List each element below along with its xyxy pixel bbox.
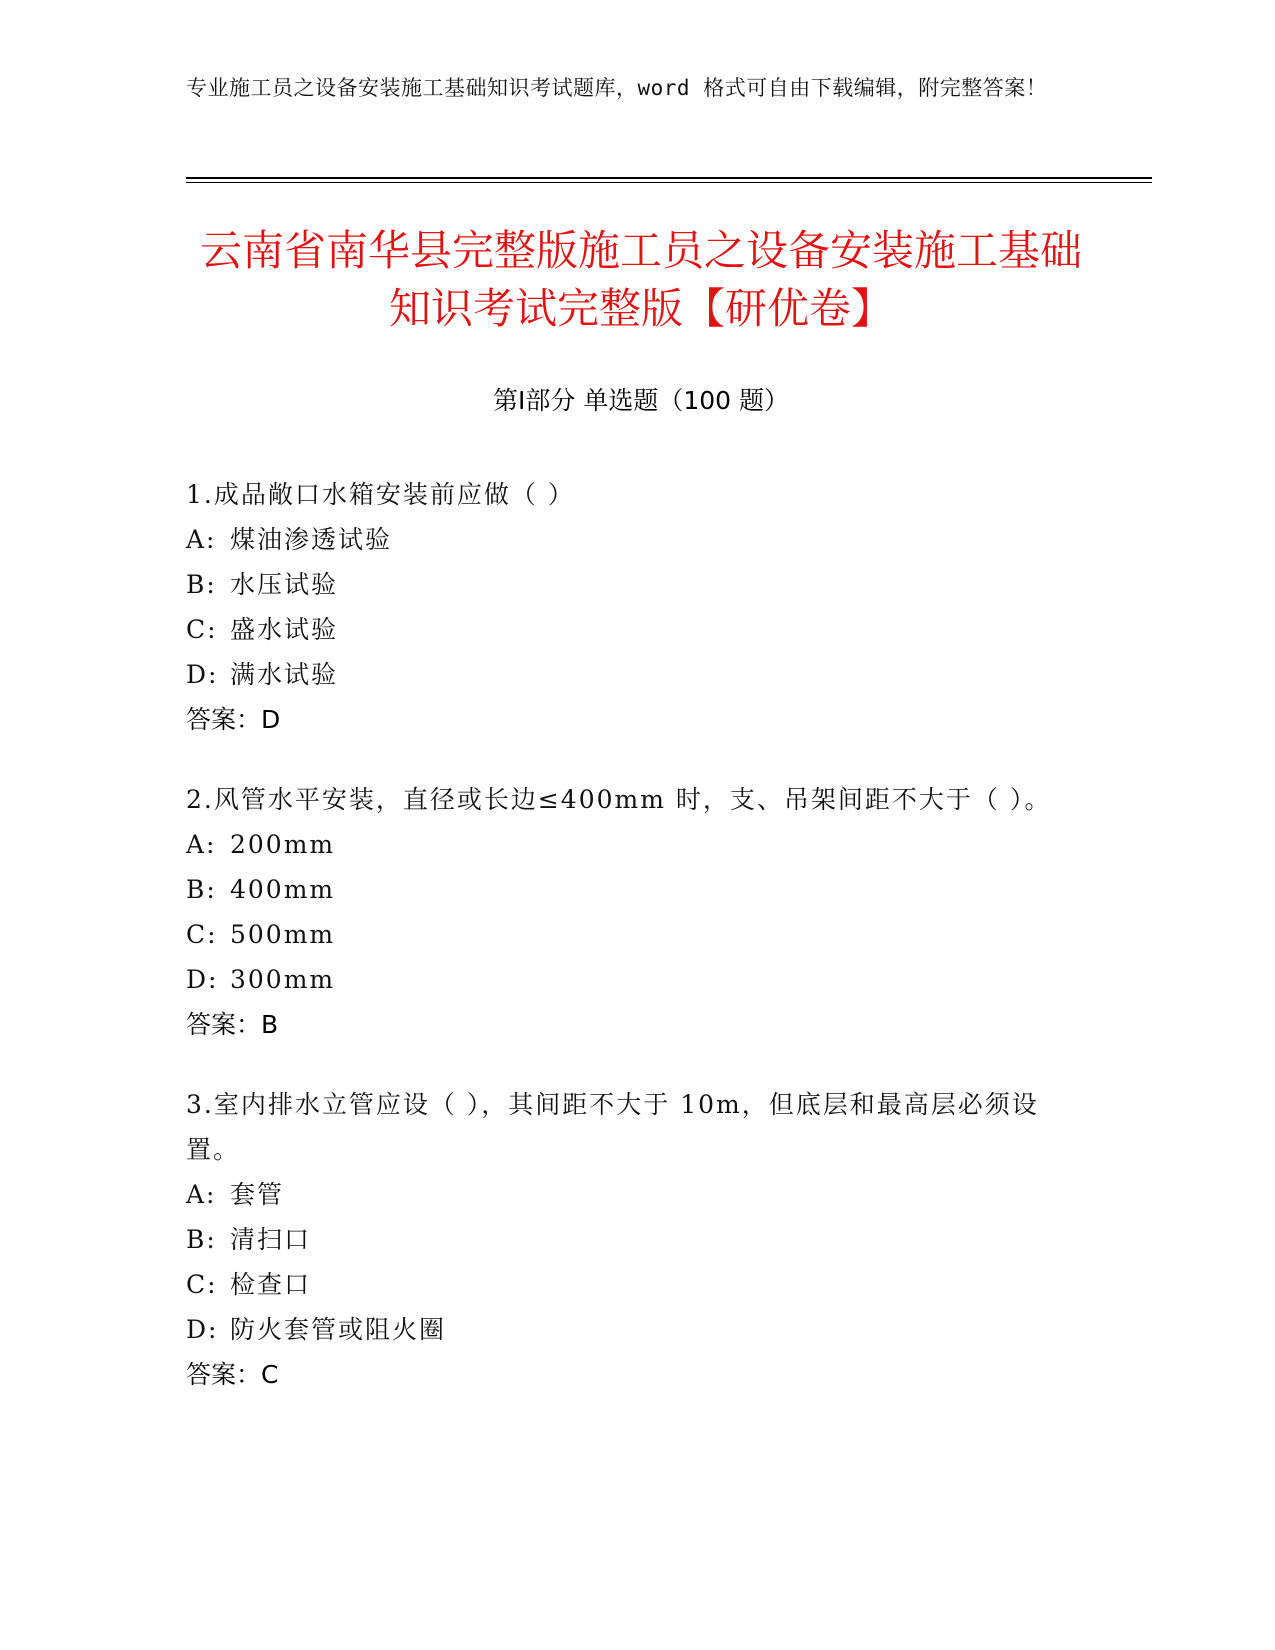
option-letter: A:	[186, 525, 217, 554]
option-a	[186, 822, 1066, 867]
question-stem: 1.成品敞口水箱安装前应做（ ）	[186, 480, 575, 509]
option-letter: A:	[186, 1180, 217, 1209]
option-text: 300mm	[230, 965, 336, 994]
option-text: 500mm	[230, 920, 336, 949]
option-c	[186, 912, 1066, 957]
option-text: 400mm	[230, 875, 336, 904]
option-b	[186, 562, 1066, 607]
question-stem: 2.风管水平安装，直径或长边≤400mm 时，支、吊架间距不大于（ ）。	[186, 785, 1052, 814]
option-text: 煤油渗透试验	[230, 525, 393, 554]
option-letter: D:	[186, 965, 219, 994]
option-c	[186, 607, 1066, 652]
option-b	[186, 1217, 1066, 1262]
option-letter: C:	[186, 920, 218, 949]
answer: 答案：B	[186, 1010, 279, 1039]
header-rule-thin	[186, 182, 1152, 183]
option-d	[186, 652, 1066, 697]
option-text: 水压试验	[230, 570, 339, 599]
question-1	[186, 472, 1066, 742]
option-c	[186, 1262, 1066, 1307]
option-letter: D:	[186, 1315, 219, 1344]
option-text: 防火套管或阻火圈	[230, 1315, 447, 1344]
option-text: 检查口	[230, 1270, 312, 1299]
section-title: 第Ⅰ部分 单选题（100 题）	[493, 386, 789, 415]
option-text: 清扫口	[230, 1225, 312, 1254]
option-d	[186, 957, 1066, 1002]
option-b	[186, 867, 1066, 912]
question-3	[186, 1082, 1066, 1397]
option-letter: B:	[186, 1225, 217, 1254]
option-letter: C:	[186, 1270, 218, 1299]
option-letter: B:	[186, 570, 217, 599]
option-letter: A:	[186, 830, 217, 859]
header-rule-thick	[186, 177, 1152, 179]
option-text: 满水试验	[230, 660, 339, 689]
option-a	[186, 517, 1066, 562]
option-text: 200mm	[230, 830, 336, 859]
header-note: 专业施工员之设备安装施工基础知识考试题库，word 格式可自由下载编辑，附完整答案！	[186, 76, 1048, 100]
option-text: 盛水试验	[230, 615, 339, 644]
document-title: 云南省南华县完整版施工员之设备安装施工基础知识考试完整版【研优卷】	[199, 226, 1082, 333]
option-a	[186, 1172, 1066, 1217]
answer: 答案：C	[186, 1360, 279, 1389]
option-letter: B:	[186, 875, 217, 904]
question-2	[186, 777, 1066, 1047]
question-list	[186, 472, 1066, 1432]
answer: 答案：D	[186, 705, 281, 734]
option-d	[186, 1307, 1066, 1352]
option-text: 套管	[230, 1180, 285, 1209]
question-stem: 3.室内排水立管应设（ ），其间距不大于 10m，但底层和最高层必须设置。	[186, 1090, 1039, 1164]
option-letter: C:	[186, 615, 218, 644]
option-letter: D:	[186, 660, 219, 689]
